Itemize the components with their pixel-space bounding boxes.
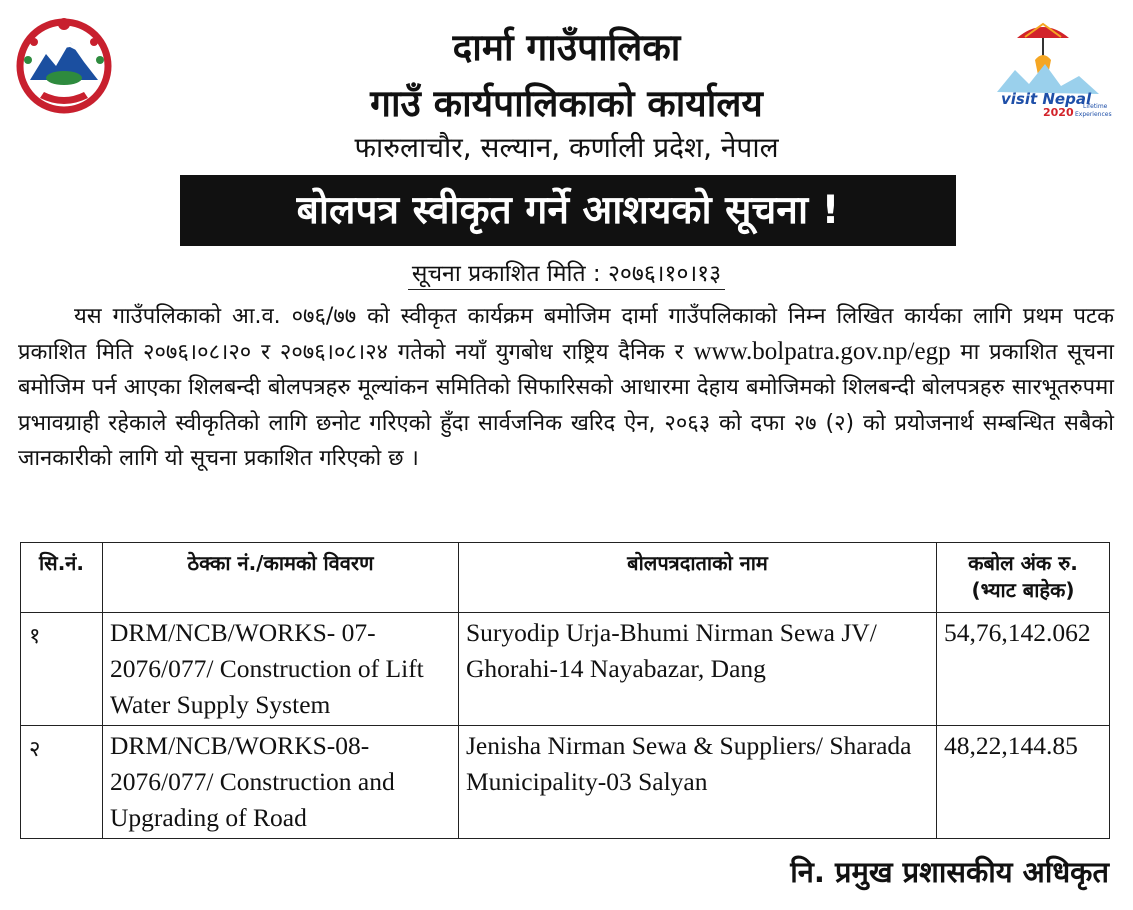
table-row bbox=[21, 613, 1110, 726]
row-amount: 54,76,142.062 bbox=[937, 613, 1110, 726]
row-bidder: Suryodip Urja-Bhumi Nirman Sewa JV/ Ghorahi-14 Nayabazar, Dang bbox=[459, 613, 937, 726]
office-name: गाउँ कार्यपालिकाको कार्यालय bbox=[370, 82, 763, 125]
row-serial: १ bbox=[21, 613, 103, 726]
signature-title: नि. प्रमुख प्रशासकीय अधिकृत bbox=[790, 855, 1109, 889]
published-date-line bbox=[0, 256, 1133, 288]
notice-body bbox=[18, 299, 1114, 476]
row-serial: २ bbox=[21, 726, 103, 839]
office-address: फारुलाचौर, सल्यान, कर्णाली प्रदेश, नेपाल bbox=[354, 131, 779, 164]
table-header-row bbox=[21, 543, 1110, 613]
table-row bbox=[21, 726, 1110, 839]
visit-year: 2020 bbox=[1043, 106, 1074, 119]
bid-table bbox=[20, 542, 1110, 839]
row-amount: 48,22,144.85 bbox=[937, 726, 1110, 839]
col-bidder: बोलपत्रदाताको नाम bbox=[459, 543, 937, 613]
col-serial: सि.नं. bbox=[21, 543, 103, 613]
notice-title: बोलपत्र स्वीकृत गर्ने आशयको सूचना ! bbox=[180, 175, 956, 246]
notice-body-part1: यस गाउँपलिकाको आ.व. ०७६/७७ को स्वीकृत कार्यक्रम बमोजिम दार्मा गाउँपलिकाको निम्न लिखित कार्यका लागि प्रथम पटक प्रकाशित मिति २०७६।०८।२० र २०७६।०८।२४ गतेको नयाँ युगबोध राष्ट्रिय दैनिक र bbox=[18, 304, 1114, 366]
notice-body-part2: मा प्रकाशित सूचना बमोजिम पर्न आएका शिलबन्दी बोलपत्रहरु मूल्यांकन समितिको सिफारिसको आधारमा देहाय बमोजिमको शिलबन्दी बोलपत्रहरु सारभूतरुपमा प्रभावग्राही रहेकाले स्वीकृतिको लागि छनोट गरिएको हुँदा सार्वजनिक खरिद ऐन, २०६३ को दफा २७ (२) को प्रयोजनार्थ सम्बन्धित सबैको जानकारीको लागि यो सूचना प्रकाशित गरिएको छ । bbox=[18, 340, 1114, 471]
col-amount-note: (भ्याट बाहेक) bbox=[971, 578, 1075, 602]
visit-tagline-1: Lifetime bbox=[1083, 103, 1108, 110]
municipality-name: दार्मा गाउँपालिका bbox=[452, 26, 681, 69]
visit-tagline-2: Experiences bbox=[1075, 111, 1112, 118]
col-amount-label: कबोल अंक रु. bbox=[968, 551, 1078, 575]
website-link[interactable]: www.bolpatra.gov.np/egp bbox=[693, 338, 951, 366]
row-bidder: Jenisha Nirman Sewa & Suppliers/ Sharada Municipality-03 Salyan bbox=[459, 726, 937, 839]
visit-text: visit Nepal bbox=[1001, 90, 1092, 108]
row-contract: DRM/NCB/WORKS- 07-2076/077/ Construction of Lift Water Supply System bbox=[103, 613, 459, 726]
published-date: सूचना प्रकाशित मिति : २०७६।१०।१३ bbox=[408, 261, 725, 290]
col-contract: ठेक्का नं./कामको विवरण bbox=[103, 543, 459, 613]
col-amount bbox=[937, 543, 1110, 613]
row-contract: DRM/NCB/WORKS-08-2076/077/ Construction and Upgrading of Road bbox=[103, 726, 459, 839]
